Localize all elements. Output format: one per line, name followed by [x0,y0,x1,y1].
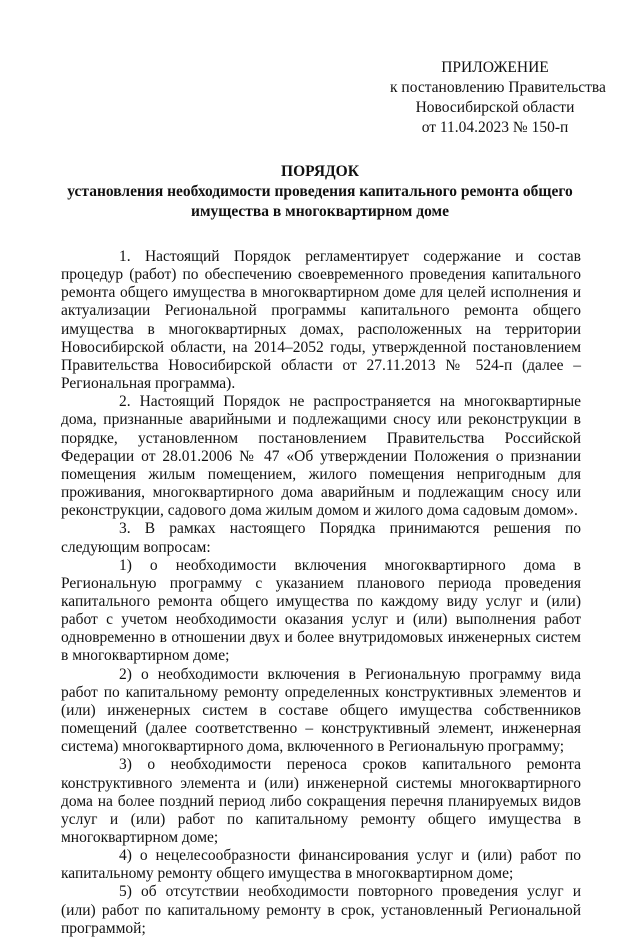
appendix-label: ПРИЛОЖЕНИЕ [441,59,549,76]
paragraph-3: 3. В рамках настоящего Порядка принимаются решения по следующим вопросам: [61,520,581,556]
title-subtitle-line-2: имущества в многоквартирном доме [191,203,449,220]
subitem-2: 2) о необходимости включения в Региональную программу вида работ по капитальному ремонту определенных конструктивных элементов и (или) инженерных систем в составе общего имущества собственников помещений (далее соответственно – конструктивный элемент, инженерная система) многоквартирного дома, включенного в Региональную программу; [61,665,581,756]
appendix-header [390,58,606,138]
paragraph-2: 2. Настоящий Порядок не распространяется на многоквартирные дома, признанные аварийными и подлежащими сносу или реконструкции в порядке, установленном постановлением Правительства Российской Федерации от 28.01.2006 № 47 «Об утверждении Положения о признании помещения жилым помещением, жилого помещения непригодным для проживания, многоквартирного дома аварийным и подлежащим сносу или реконструкции, садового дома жилым домом и жилого дома садовым домом». [61,393,581,520]
appendix-line-1: к постановлению Правительства [390,79,606,96]
document-title [60,162,580,222]
title-heading: ПОРЯДОК [281,163,359,180]
title-subtitle-line-1: установления необходимости проведения капитального ремонта общего [67,183,573,200]
subitem-4: 4) о нецелесообразности финансирования услуг и (или) работ по капитальному ремонту общего имущества в многоквартирном доме; [61,847,581,883]
appendix-line-3: от 11.04.2023 № 150-п [421,119,569,136]
appendix-line-2: Новосибирской области [415,99,575,116]
subitem-1: 1) о необходимости включения многоквартирного дома в Региональную программу с указанием планового периода проведения капитального ремонта общего имущества по каждому виду услуг и (или) работ с учетом необходимости оказания услуг и (или) выполнения работ одновременно в отношении двух и более внутридомовых инженерных систем в многоквартирном доме; [61,556,581,665]
paragraph-1: 1. Настоящий Порядок регламентирует содержание и состав процедур (работ) по обеспечению своевременного проведения капитального ремонта общего имущества в многоквартирном доме для целей исполнения и актуализации Региональной программы капитального ремонта общего имущества в многоквартирных домах, расположенных на территории Новосибирской области, на 2014–2052 годы, утвержденной постановлением Правительства Новосибирской области от 27.11.2013 № 524-п (далее – Региональная программа). [61,248,581,393]
subitem-5: 5) об отсутствии необходимости повторного проведения услуг и (или) работ по капитальному ремонту в срок, установленный Региональной программой; [61,883,581,937]
document-body [61,248,581,938]
subitem-3: 3) о необходимости переноса сроков капитального ремонта конструктивного элемента и (или) инженерной системы многоквартирного дома на более поздний период либо сокращения перечня планируемых видов услуг и (или) работ по капитальному ремонту общего имущества в многоквартирном доме; [61,756,581,846]
